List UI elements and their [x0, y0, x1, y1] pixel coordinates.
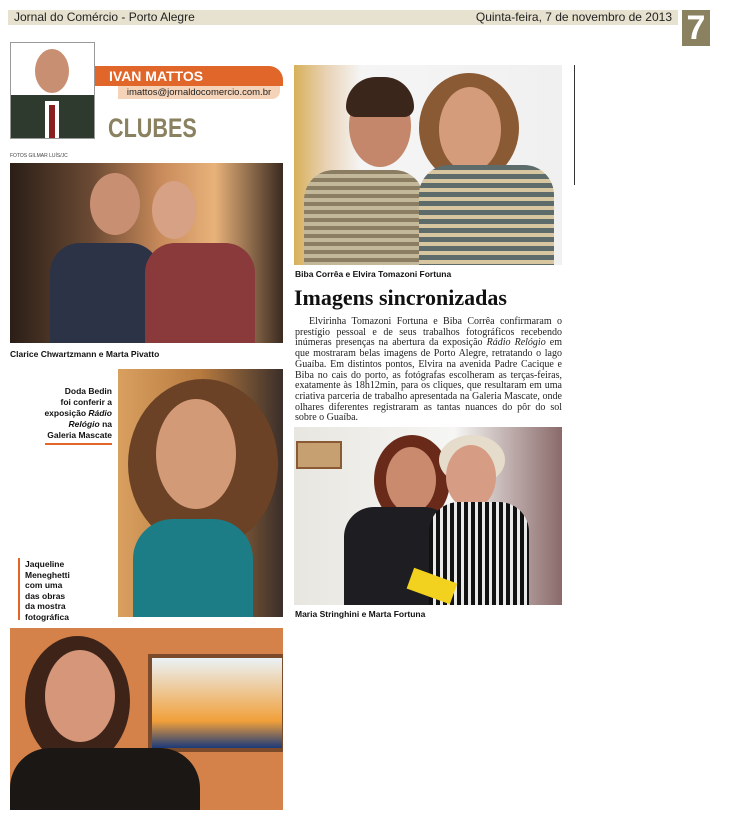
- column-rule: [574, 65, 575, 185]
- caption-line: foi conferir a: [60, 397, 112, 407]
- photo-clarice-marta: [10, 163, 283, 343]
- article-text: em que mostraram belas imagens de Porto Alegre, retratando o lago Guaíba. Em distintos pontos, Elvira na avenida Padre Cacique e Biba no cais do porto, as fotógrafas escolheram as terças-feiras, exatamente às 18h12min, para os cliques, que resultaram em uma criativa parceria de trabalho apresentada na Galeria Mascate, onde olhares diferentes registraram as tantas nuances do pôr do sol sobre o Guaíba.: [295, 337, 562, 424]
- article-text-italic: Rádio Relógio: [486, 337, 546, 349]
- caption-line: na: [99, 419, 112, 429]
- caption-line: fotográfica: [25, 611, 69, 622]
- caption-line: das obras: [25, 590, 66, 601]
- caption-photo1: Clarice Chwartzmann e Marta Pivatto: [10, 349, 160, 359]
- photo-doda-bedin: [118, 369, 283, 617]
- caption-rule: [45, 443, 112, 445]
- caption-italic: Rádio: [88, 408, 112, 418]
- caption-line: Jaqueline: [25, 559, 65, 569]
- caption-line: da mostra: [25, 601, 66, 611]
- caption-line: Meneghetti: [25, 569, 70, 580]
- author-email[interactable]: imattos@jornaldocomercio.com.br: [118, 86, 280, 99]
- caption-line: Galeria Mascate: [47, 430, 112, 440]
- caption-rule: [18, 558, 20, 620]
- caption-italic: Relógio: [68, 419, 100, 429]
- caption-photo2: [30, 386, 112, 441]
- page-header: [8, 10, 678, 25]
- photo-biba-elvira: [294, 65, 562, 265]
- caption-line: Doda Bedin: [64, 386, 112, 396]
- page-number: 7: [682, 10, 710, 46]
- author-name: IVAN MATTOS: [95, 66, 283, 86]
- caption-line: com uma: [25, 580, 63, 590]
- caption-photo5: Maria Stringhini e Marta Fortuna: [295, 609, 426, 619]
- photo-jaqueline: [10, 628, 283, 810]
- photo-maria-marta: [294, 427, 562, 605]
- caption-line: exposição: [44, 408, 89, 418]
- article-body: [295, 317, 562, 424]
- section-title: CLUBES: [108, 113, 197, 143]
- caption-photo3: [25, 559, 70, 622]
- author-photo: [10, 42, 95, 139]
- article-headline: Imagens sincronizadas: [294, 285, 507, 310]
- issue-date: Quinta-feira, 7 de novembro de 2013: [475, 10, 672, 24]
- photo-credit: FOTOS GILMAR LUÍS/JC: [10, 153, 68, 159]
- publication-name: Jornal do Comércio - Porto Alegre: [14, 10, 195, 24]
- article-text: Elvirinha Tomazoni Fortuna e Biba Corrêa confirmaram o prestígio pessoal e de seus trabalhos fotográficos recebendo inúmeras presenças na abertura da exposição: [295, 316, 562, 349]
- caption-photo4: Biba Corrêa e Elvira Tomazoni Fortuna: [295, 269, 452, 279]
